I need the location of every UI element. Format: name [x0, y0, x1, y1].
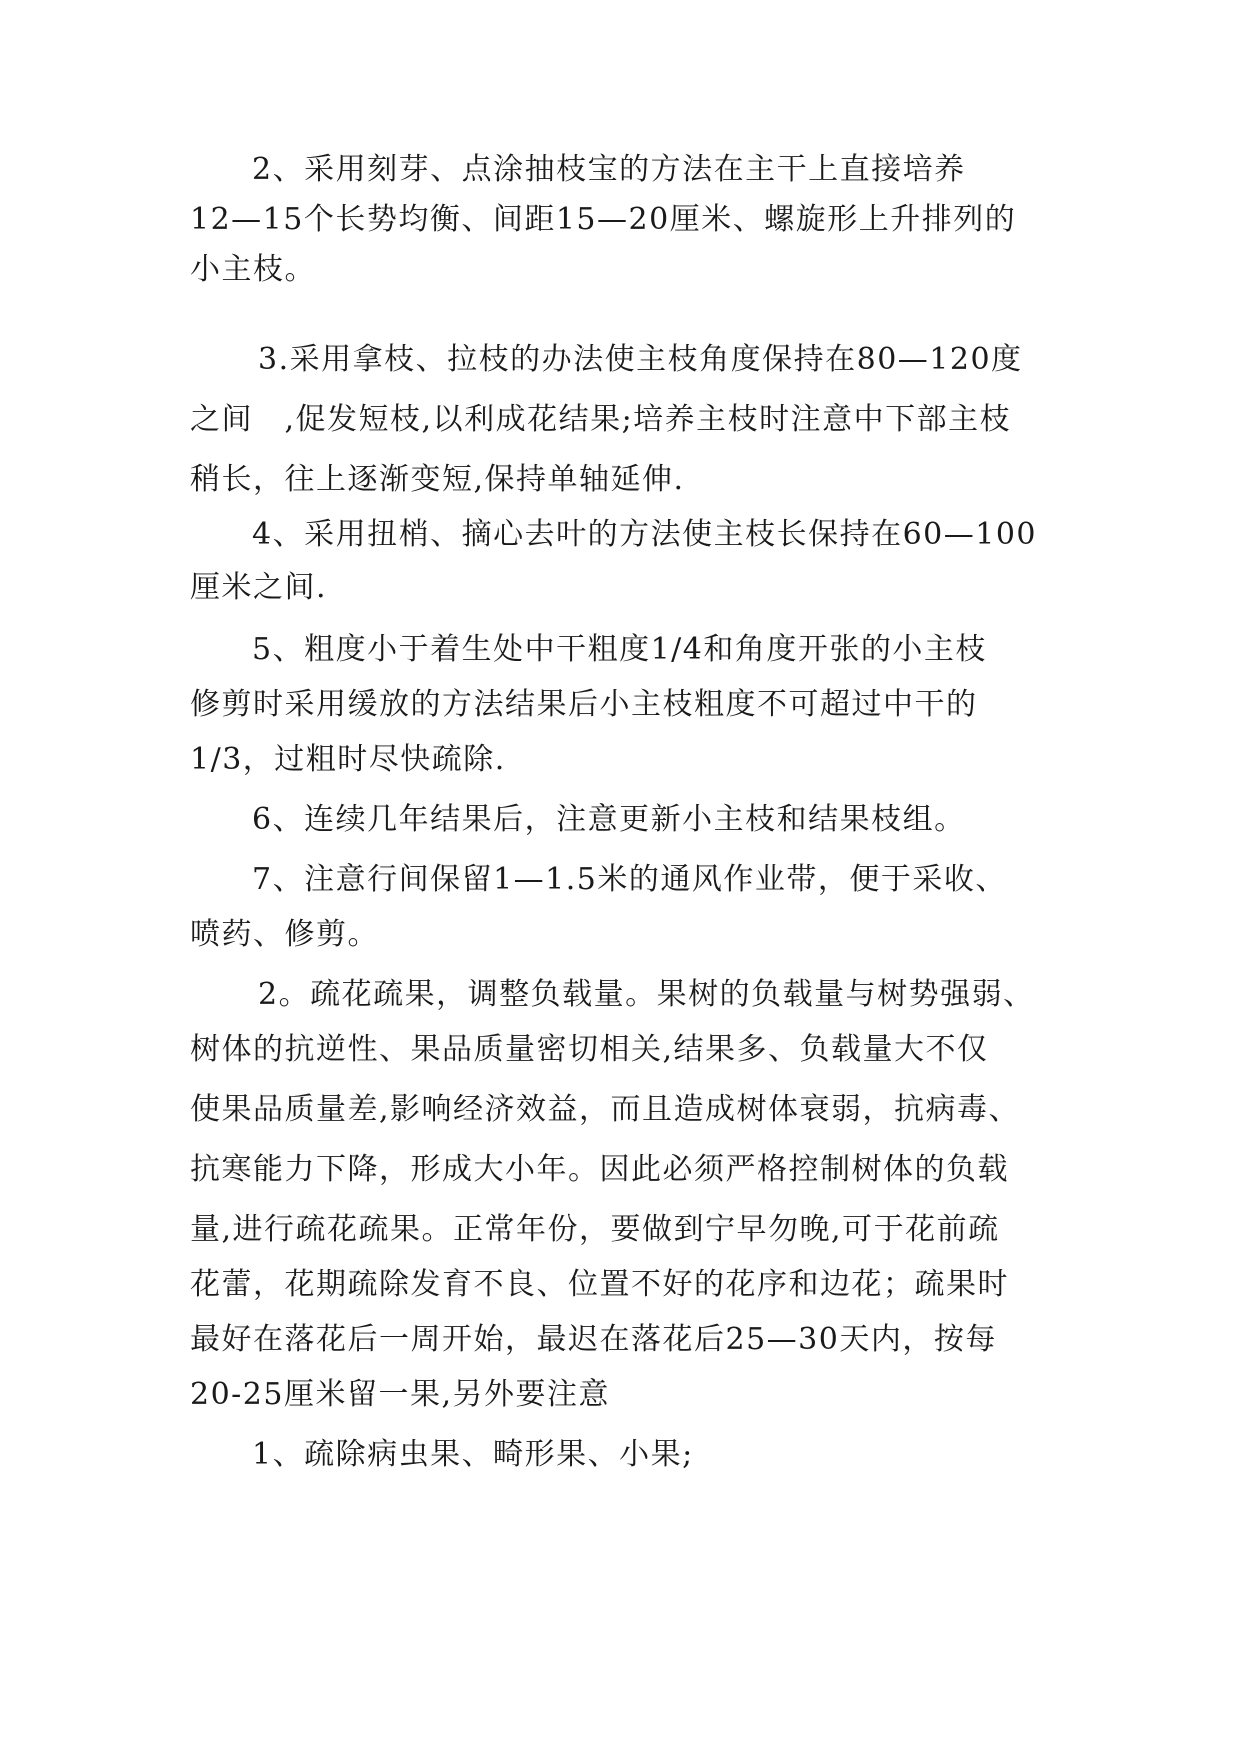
paragraph-line: 抗寒能力下降，形成大小年。因此必须严格控制树体的负载: [190, 1152, 1009, 1187]
paragraph-line: 12—15个长势均衡、间距15—20厘米、螺旋形上升排列的: [190, 202, 1017, 237]
paragraph-line: 喷药、修剪。: [190, 917, 379, 952]
paragraph-line: 之间 ,促发短枝,以利成花结果;培养主枝时注意中下部主枝: [190, 402, 1012, 437]
paragraph-line: 3.采用拿枝、拉枝的办法使主枝角度保持在80—120度: [258, 342, 1023, 377]
paragraph-line: 使果品质量差,影响经济效益，而且造成树体衰弱，抗病毒、: [190, 1092, 1021, 1127]
paragraph-line: 最好在落花后一周开始，最迟在落花后25—30天内，按每: [190, 1322, 997, 1357]
paragraph-line: 2。疏花疏果，调整负载量。果树的负载量与树势强弱、: [258, 977, 1035, 1012]
paragraph-line: 1、疏除病虫果、畸形果、小果;: [252, 1437, 694, 1472]
paragraph-line: 小主枝。: [190, 252, 316, 287]
paragraph-line: 5、粗度小于着生处中干粗度1/4和角度开张的小主枝: [252, 632, 987, 667]
paragraph-line: 7、注意行间保留1—1.5米的通风作业带，便于采收、: [252, 862, 1007, 897]
paragraph-line: 花蕾，花期疏除发育不良、位置不好的花序和边花；疏果时: [190, 1267, 1009, 1302]
paragraph-line: 1/3，过粗时尽快疏除.: [190, 742, 506, 777]
paragraph-line: 20-25厘米留一果,另外要注意: [190, 1377, 611, 1412]
paragraph-line: 稍长，往上逐渐变短,保持单轴延伸.: [190, 462, 685, 497]
paragraph-line: 2、采用刻芽、点涂抽枝宝的方法在主干上直接培养: [252, 152, 966, 187]
paragraph-line: 树体的抗逆性、果品质量密切相关,结果多、负载量大不仅: [190, 1032, 989, 1067]
paragraph-line: 6、连续几年结果后，注意更新小主枝和结果枝组。: [252, 802, 966, 837]
paragraph-line: 厘米之间.: [190, 570, 328, 605]
paragraph-line: 量,进行疏花疏果。正常年份，要做到宁早勿晚,可于花前疏: [190, 1212, 1000, 1247]
paragraph-line: 4、采用扭梢、摘心去叶的方法使主枝长保持在60—100: [252, 517, 1038, 552]
paragraph-line: 修剪时采用缓放的方法结果后小主枝粗度不可超过中干的: [190, 687, 978, 722]
